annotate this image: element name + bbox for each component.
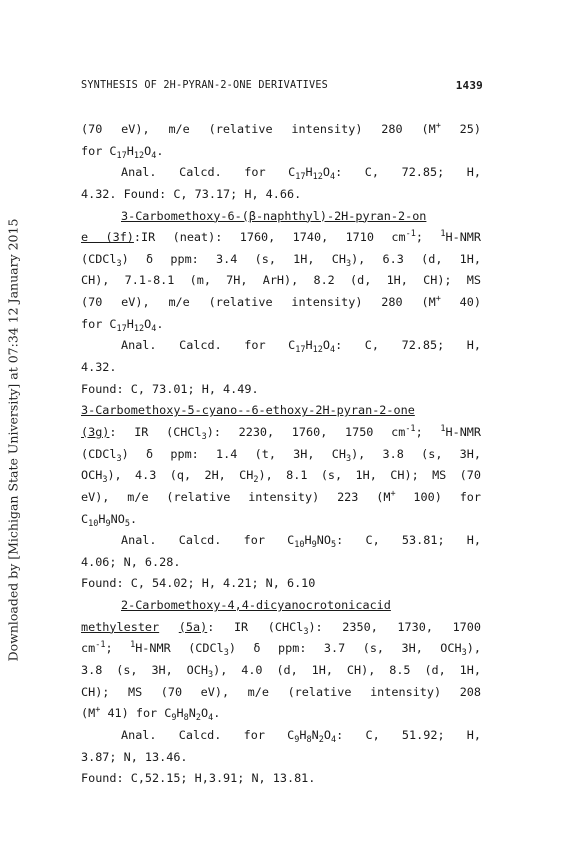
text-line: eV), m/e (relative intensity) 223 (M+ 100) for: [81, 488, 482, 504]
text-line: Found: C, 54.02; H, 4.21; N, 6.10: [81, 576, 316, 591]
download-watermark-text: Downloaded by [Michigan State University] at 07:34 12 January 2015: [5, 218, 21, 662]
text-line: 3-Carbomethoxy-5-cyano--6-ethoxy-2H-pyran-2-one: [81, 403, 415, 418]
download-watermark: [4, 218, 22, 662]
text-line: 3-Carbomethoxy-6-(β-naphthyl)-2H-pyran-2-on: [121, 208, 427, 223]
text-line: methylester (5a): IR (CHCl$_3$): 2350, 1730, 1700: [81, 619, 481, 637]
text-line: for $C_{17}H_{12}O_4$.: [81, 316, 164, 334]
text-line: 2-Carbomethoxy-4,4-dicyanocrotonicacid: [121, 598, 391, 613]
text-line: CH), 7.1-8.1 (m, 7H, ArH), 8.2 (d, 1H, CH); MS: [81, 273, 481, 288]
text-line: Found: C, 73.01; H, 4.49.: [81, 381, 259, 396]
text-line: (CDCl$_3$) δ ppm: 3.4 (s, 1H, $CH_3$), 6.3 (d, 1H,: [81, 251, 481, 269]
compound-3f: [81, 206, 481, 336]
text-line: for $C_{17}H_{12}O_4$.: [81, 143, 164, 161]
text-line: CH); MS (70 eV), m/e (relative intensity) 208: [81, 684, 481, 699]
text-line: 3.87; N, 13.46.: [81, 749, 188, 764]
text-line: Anal. Calcd. for $C_{10}H_9NO_5$: C, 53.81; H,: [121, 533, 482, 551]
text-line: Found: C,52.15; H,3.91; N, 13.81.: [81, 771, 316, 786]
analysis-3e: [81, 162, 481, 205]
found-5a: [81, 768, 481, 790]
text-line: (CDCl$_3$) δ ppm: 1.4 (t, 3H, $CH_3$), 3.8 (s, 3H,: [81, 446, 481, 464]
text-line: Anal. Calcd. for $C_{17}H_{12}O_4$: C, 72.85; H,: [121, 165, 481, 183]
text-line: Anal. Calcd. for $C_9H_8N_2O_4$: C, 51.92; H,: [121, 727, 482, 745]
running-header: [81, 80, 483, 96]
text-line: $cm^{-1}$; $^1$H-NMR (CDCl$_3$) δ ppm: 3.7 (s, 3H, $OCH_3$),: [81, 640, 481, 659]
text-line: $C_{10}H_9NO_5$.: [81, 511, 138, 529]
analysis-3f: [81, 335, 481, 378]
running-title: SYNTHESIS OF 2H-PYRAN-2-ONE DERIVATIVES: [81, 80, 329, 91]
text-line: 4.06; N, 6.28.: [81, 554, 181, 569]
text-line: 4.32. Found: C, 73.17; H, 4.66.: [81, 186, 302, 201]
text-line: 3.8 (s, 3H, $OCH_3$), 4.0 (d, 1H, CH), 8.5 (d, 1H,: [81, 663, 481, 681]
text-line: Anal. Calcd. for $C_{17}H_{12}O_4$: C, 72.85; H,: [121, 338, 481, 356]
text-line: $OCH_3$), 4.3 (q, 2H, $CH_2$), 8.1 (s, 1H, CH); MS (70: [81, 468, 481, 486]
text-line: 4.32.: [81, 360, 117, 375]
page-number: 1439: [455, 79, 483, 92]
text-line: e (3f):IR (neat): 1760, 1740, 1710 $cm^{-1}$; $^1$H-NMR: [81, 229, 481, 245]
compound-3g: [81, 400, 481, 530]
text-line: (70 eV), m/e (relative intensity) 280 (M+ 25): [81, 121, 481, 136]
found-3g: [81, 573, 481, 595]
article-body: [81, 119, 481, 790]
text-line: (3g): IR (CHCl$_3$): 2230, 1760, 1750 $cm^{-1}$; $^1$H-NMR: [81, 423, 481, 442]
fragment-3e-ms: [81, 119, 481, 162]
found-3f: [81, 379, 481, 401]
text-line: (70 eV), m/e (relative intensity) 280 (M+ 40): [81, 294, 481, 310]
analysis-3g: [81, 530, 481, 573]
text-line: (M+ 41) for $C_9H_8N_2O_4$.: [81, 705, 221, 724]
analysis-5a: [81, 725, 481, 768]
compound-5a: [81, 595, 481, 725]
